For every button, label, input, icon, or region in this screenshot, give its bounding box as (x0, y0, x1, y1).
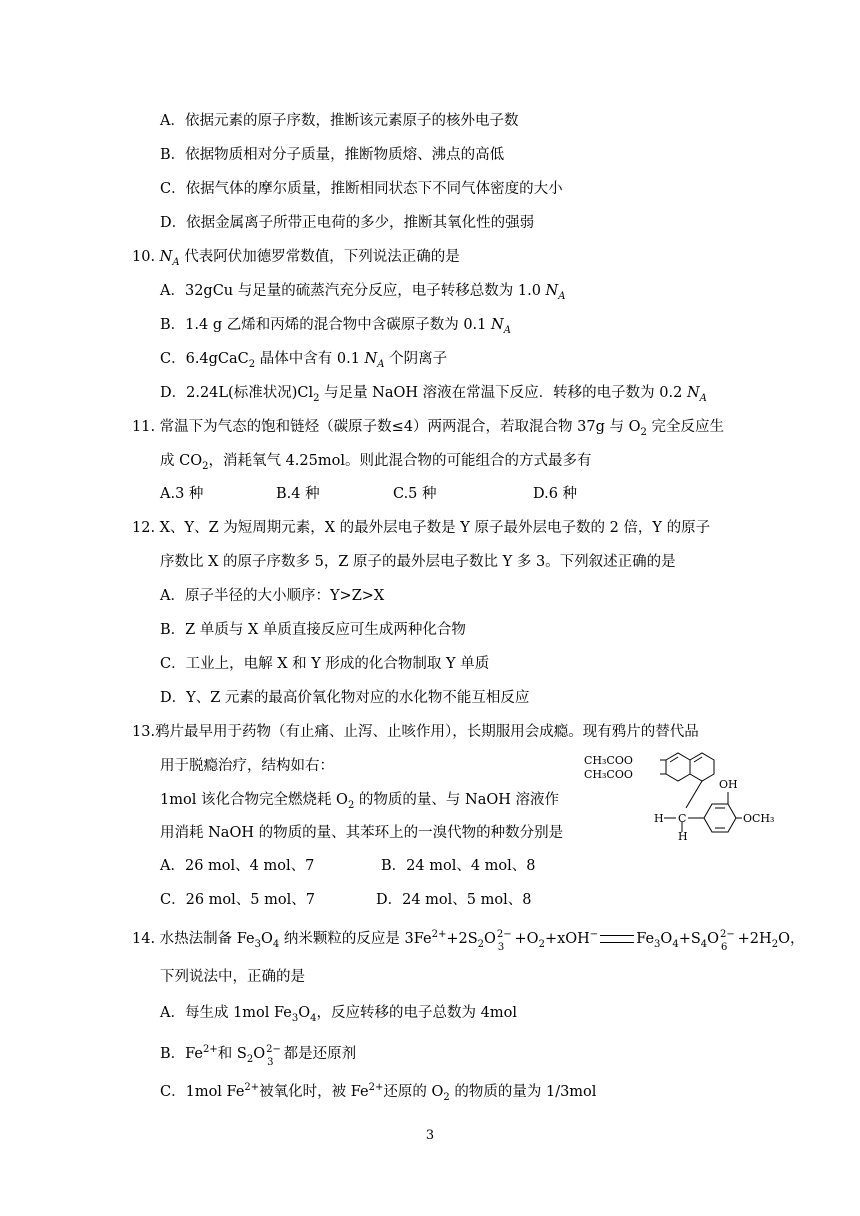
hydrogen-label-2: H (678, 830, 688, 842)
q12-text: X、Y、Z 为短周期元素，X 的最外层电子数是 Y 原子最外层电子数的 2 倍，Y 的原子 (155, 520, 711, 536)
hydrogen-label-1: H (654, 812, 664, 825)
q13-number: 13. (132, 724, 156, 740)
q11-text: 成 CO (160, 453, 203, 469)
q12-option-b: B．Z 单质与 X 单质直接反应可生成两种化合物 (160, 622, 466, 638)
avogadro-symbol: N (545, 283, 559, 299)
q13-text: 的物质的量、与 NaOH 溶液作 (354, 792, 560, 808)
avogadro-subscript: A (558, 290, 566, 302)
q11-option-d: D.6 种 (533, 486, 578, 502)
q13-stem-line1 (132, 722, 699, 742)
superscript: − (589, 929, 599, 941)
q14-text: +S (678, 931, 701, 947)
q14-option-c-text: 还原的 O (383, 1084, 444, 1100)
q14-option-c-text: 被氧化时，被 Fe (259, 1084, 369, 1100)
q11-option-b: B.4 种 (276, 486, 320, 502)
q12-number: 12. (132, 520, 156, 536)
q11-text: 常温下为气态的饱和链烃（碳原子数≤4）两两混合，若取混合物 37g 与 O (159, 419, 641, 435)
q11-stem-line2 (160, 451, 591, 471)
q14-text: O (707, 931, 720, 947)
subscript: 2 (202, 460, 209, 472)
subscript: 2 (640, 426, 647, 438)
q14-text: O， (778, 931, 805, 947)
ion-charge-stack (496, 928, 512, 953)
avogadro-symbol: N (159, 249, 173, 265)
q10-stem (132, 247, 460, 267)
q13-text: 1mol 该化合物完全燃烧耗 O (160, 792, 348, 808)
q10-option-c-text: 晶体中含有 0.1 (255, 351, 365, 367)
q10-option-a (160, 281, 565, 301)
q14-option-b-text: B．Fe (160, 1046, 204, 1062)
superscript: 2+ (203, 1044, 218, 1056)
avogadro-subscript: A (503, 324, 511, 336)
ion-charge-stack (266, 1043, 281, 1068)
q13-stem-line4: 用消耗 NaOH 的物质的量、其苯环上的一溴代物的种数分别是 (160, 825, 564, 841)
q11-text: ，消耗氧气 4.25mol。则此混合物的可能组合的方式最多有 (208, 453, 592, 469)
q14-text: Fe (636, 931, 655, 947)
subscript: 2 (347, 799, 355, 811)
q9-option-d: D．依据金属离子所带正电荷的多少，推断其氧化性的强弱 (160, 215, 535, 231)
q14-number: 14. (132, 931, 156, 947)
molecular-structure-diagram (582, 742, 782, 842)
q10-number: 10. (132, 249, 156, 265)
q11-number: 11. (132, 419, 156, 435)
q10-option-c-text: 个阴离子 (384, 351, 448, 367)
subscript: 2 (771, 938, 779, 950)
subscript: 2 (477, 938, 485, 950)
q11-option-c: C.5 种 (393, 486, 437, 502)
subscript: 3 (497, 942, 505, 953)
q14-stem-line2: 下列说法中，正确的是 (160, 969, 305, 985)
superscript: 2+ (244, 1082, 260, 1094)
q13-stem-line3 (160, 790, 559, 810)
q14-text: O (660, 931, 673, 947)
avogadro-subscript: A (172, 256, 180, 268)
subscript: 4 (672, 938, 679, 950)
subscript: 3 (654, 938, 661, 950)
q12-stem-line1 (132, 518, 710, 538)
q14-option-b-text: 和 S (217, 1046, 247, 1062)
q9-option-b: B．依据物质相对分子质量，推断物质熔、沸点的高低 (160, 147, 505, 163)
subscript: 3 (254, 938, 262, 950)
q14-option-b (160, 1043, 357, 1068)
subscript: 2 (313, 392, 320, 404)
charge: 2− (266, 1044, 281, 1055)
page-number: 3 (425, 1128, 435, 1143)
q13-option-d: D．24 mol、5 mol、8 (376, 892, 532, 908)
q10-option-a-text: A．32gCu 与足量的硫蒸汽充分反应，电子转移总数为 1.0 (160, 283, 546, 299)
q10-option-c (160, 349, 447, 369)
q13-text: 鸦片最早用于药物（有止痛、止泻、止咳作用），长期服用会成瘾。现有鸦片的替代品 (155, 724, 699, 740)
subscript: 2 (246, 1053, 254, 1065)
q10-option-d (160, 383, 707, 403)
q13-option-b: B．24 mol、4 mol、8 (381, 858, 536, 874)
q14-equation-line (132, 928, 805, 953)
ion-charge-stack (720, 928, 735, 953)
avogadro-symbol: N (491, 317, 504, 333)
q10-stem-text: 代表阿伏加德罗常数值，下列说法正确的是 (179, 249, 460, 265)
subscript: 2 (538, 938, 545, 950)
q14-text: +xOH (544, 931, 590, 947)
q12-option-a: A．原子半径的大小顺序：Y>Z>X (160, 588, 385, 604)
q14-option-c (160, 1082, 596, 1102)
methoxy-label: OCH₃ (743, 812, 775, 825)
q14-option-c-text: C．1mol Fe (160, 1084, 245, 1100)
q10-option-d-text: 与足量 NaOH 溶液在常温下反应．转移的电子数为 0.2 (319, 385, 687, 401)
q14-option-a-text: O (298, 1005, 311, 1021)
carbon-label: C (678, 812, 687, 825)
q13-option-a: A．26 mol、4 mol、7 (160, 858, 315, 874)
q12-option-c: C．工业上，电解 X 和 Y 形成的化合物制取 Y 单质 (160, 656, 490, 672)
q14-text: 水热法制备 Fe (159, 931, 255, 947)
superscript: 2+ (431, 929, 447, 941)
q12-option-d: D．Y、Z 元素的最高价氧化物对应的水化物不能互相反应 (160, 690, 530, 706)
subscript: 3 (291, 1012, 299, 1024)
subscript: 2 (248, 358, 256, 370)
subscript: 3 (267, 1057, 274, 1068)
q14-option-a-text: ，反应转移的电子总数为 4mol (316, 1005, 517, 1021)
q14-text: O (484, 931, 496, 947)
charge: 2− (720, 929, 735, 940)
q14-option-b-text: O (253, 1046, 266, 1062)
reaction-equals-sign (600, 935, 634, 943)
superscript: 2+ (368, 1082, 384, 1094)
q14-option-a (160, 1003, 517, 1023)
subscript: 4 (700, 938, 708, 950)
q10-option-b-text: B．1.4 g 乙烯和丙烯的混合物中含碳原子数为 0.1 (160, 317, 491, 333)
q14-text: +2S (446, 931, 478, 947)
q14-text: +2H (733, 931, 772, 947)
subscript: 4 (272, 938, 280, 950)
avogadro-subscript: A (377, 358, 385, 370)
q14-option-c-text: 的物质的量为 1/3mol (449, 1084, 597, 1100)
q13-stem-line2: 用于脱瘾治疗，结构如右： (160, 758, 334, 774)
subscript: 6 (721, 942, 728, 953)
q14-text: O (261, 931, 273, 947)
acetoxy-label-1: CH₃COO (584, 754, 633, 767)
subscript: 4 (310, 1012, 317, 1024)
q13-option-c: C．26 mol、5 mol、7 (160, 892, 315, 908)
q9-option-c: C．依据气体的摩尔质量，推断相同状态下不同气体密度的大小 (160, 181, 563, 197)
q10-option-c-text: C．6.4gCaC (160, 351, 249, 367)
q10-option-b (160, 315, 511, 335)
q9-option-a: A．依据元素的原子序数，推断该元素原子的核外电子数 (160, 113, 519, 129)
q14-text: 纳米颗粒的反应是 3Fe (279, 931, 432, 947)
q14-option-a-text: A．每生成 1mol Fe (160, 1005, 292, 1021)
q14-option-b-text: 都是还原剂 (279, 1046, 357, 1062)
acetoxy-label-2: CH₃COO (584, 768, 633, 781)
q12-stem-line2: 序数比 X 的原子序数多 5，Z 原子的最外层电子数比 Y 多 3。下列叙述正确的是 (160, 554, 676, 570)
charge: 2− (496, 929, 512, 940)
avogadro-symbol: N (686, 385, 700, 401)
hydroxyl-label: OH (719, 778, 738, 791)
q11-option-a: A.3 种 (160, 486, 204, 502)
q14-text: +O (509, 931, 539, 947)
q10-option-d-text: D．2.24L(标准状况)Cl (160, 385, 314, 401)
avogadro-subscript: A (699, 392, 707, 404)
q11-text: 完全反应生 (646, 419, 724, 435)
avogadro-symbol: N (364, 351, 378, 367)
q11-stem-line1 (132, 417, 724, 437)
subscript: 2 (443, 1091, 450, 1103)
